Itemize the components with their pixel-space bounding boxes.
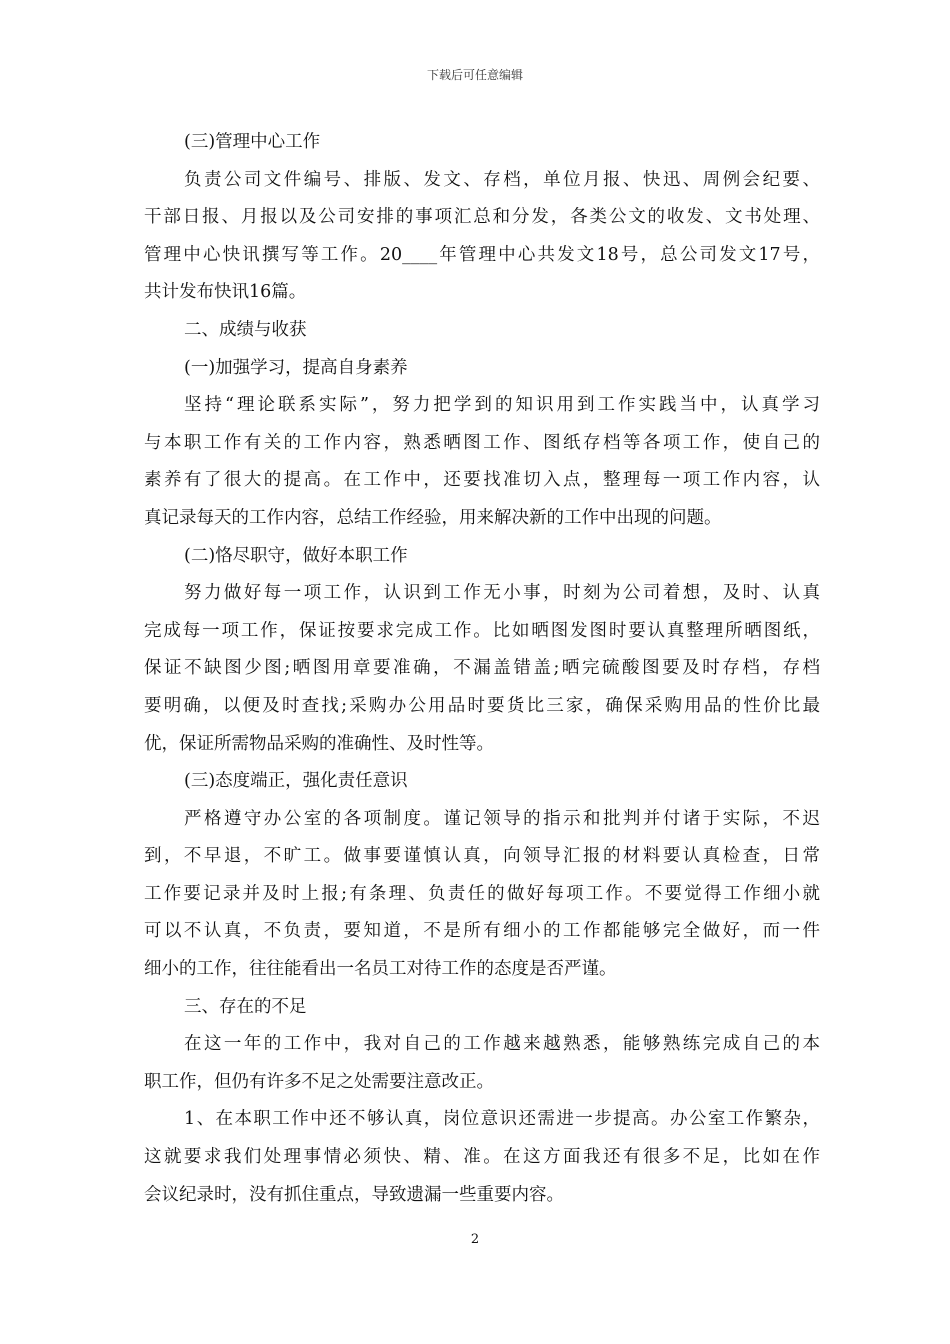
text-line: 保证不缺图少图;晒图用章要准确，不漏盖错盖;晒完硫酸图要及时存档，存档	[144, 658, 820, 679]
text-line: 三、存在的不足	[184, 996, 307, 1017]
text-line: 二、成绩与收获	[184, 319, 307, 340]
text-line: 严格遵守办公室的各项制度。谨记领导的指示和批判并付诸于实际，不迟	[184, 808, 820, 829]
text-line: 与本职工作有关的工作内容，熟悉晒图工作、图纸存档等各项工作，使自己的	[144, 432, 820, 453]
text-line: 管理中心快讯撰写等工作。20____年管理中心共发文18号，总公司发文17号，	[144, 244, 820, 265]
text-line: 干部日报、月报以及公司安排的事项汇总和分发，各类公文的收发、文书处理、	[144, 207, 820, 228]
text-line: 完成每一项工作，保证按要求完成工作。比如晒图发图时要认真整理所晒图纸，	[144, 620, 820, 641]
text-line: 1、在本职工作中还不够认真，岗位意识还需进一步提高。办公室工作繁杂，	[184, 1109, 820, 1130]
text-line: 到，不早退，不旷工。做事要谨慎认真，向领导汇报的材料要认真检查，日常	[144, 846, 820, 867]
text-line: 素养有了很大的提高。在工作中，还要找准切入点，整理每一项工作内容，认	[144, 470, 820, 491]
text-line: 会议纪录时，没有抓住重点，导致遗漏一些重要内容。	[144, 1184, 564, 1205]
text-line: (二)恪尽职守，做好本职工作	[184, 545, 408, 566]
text-line: 坚持“理论联系实际”，努力把学到的知识用到工作实践当中，认真学习	[184, 395, 820, 416]
text-line: 细小的工作，往往能看出一名员工对待工作的态度是否严谨。	[144, 959, 617, 980]
text-line: (三)管理中心工作	[184, 132, 321, 152]
text-line: 职工作，但仍有许多不足之处需要注意改正。	[144, 1071, 494, 1092]
text-line: 真记录每天的工作内容，总结工作经验，用来解决新的工作中出现的问题。	[144, 507, 722, 528]
text-line: (一)加强学习，提高自身素养	[184, 357, 408, 378]
text-line: 负责公司文件编号、排版、发文、存档，单位月报、快迅、周例会纪要、	[184, 169, 820, 190]
text-line: 共计发布快讯16篇。	[144, 282, 307, 303]
text-line: 在这一年的工作中，我对自己的工作越来越熟悉，能够熟练完成自己的本	[184, 1034, 820, 1055]
text-line: 努力做好每一项工作，认识到工作无小事，时刻为公司着想，及时、认真	[184, 583, 820, 604]
page-header: 下载后可任意编辑	[426, 68, 523, 82]
text-line: 这就要求我们处理事情必须快、精、准。在这方面我还有很多不足，比如在作	[144, 1147, 820, 1168]
text-line: 可以不认真，不负责，要知道，不是所有细小的工作都能够完全做好，而一件	[144, 921, 820, 942]
text-line: 工作要记录并及时上报;有条理、负责任的做好每项工作。不要觉得工作细小就	[144, 883, 820, 904]
document-body	[144, 128, 820, 1218]
text-line: 优，保证所需物品采购的准确性、及时性等。	[144, 733, 494, 754]
page-number: 2	[470, 1232, 480, 1247]
text-line: (三)态度端正，强化责任意识	[184, 771, 408, 792]
text-line: 要明确，以便及时查找;采购办公用品时要货比三家，确保采购用品的性价比最	[144, 695, 820, 716]
